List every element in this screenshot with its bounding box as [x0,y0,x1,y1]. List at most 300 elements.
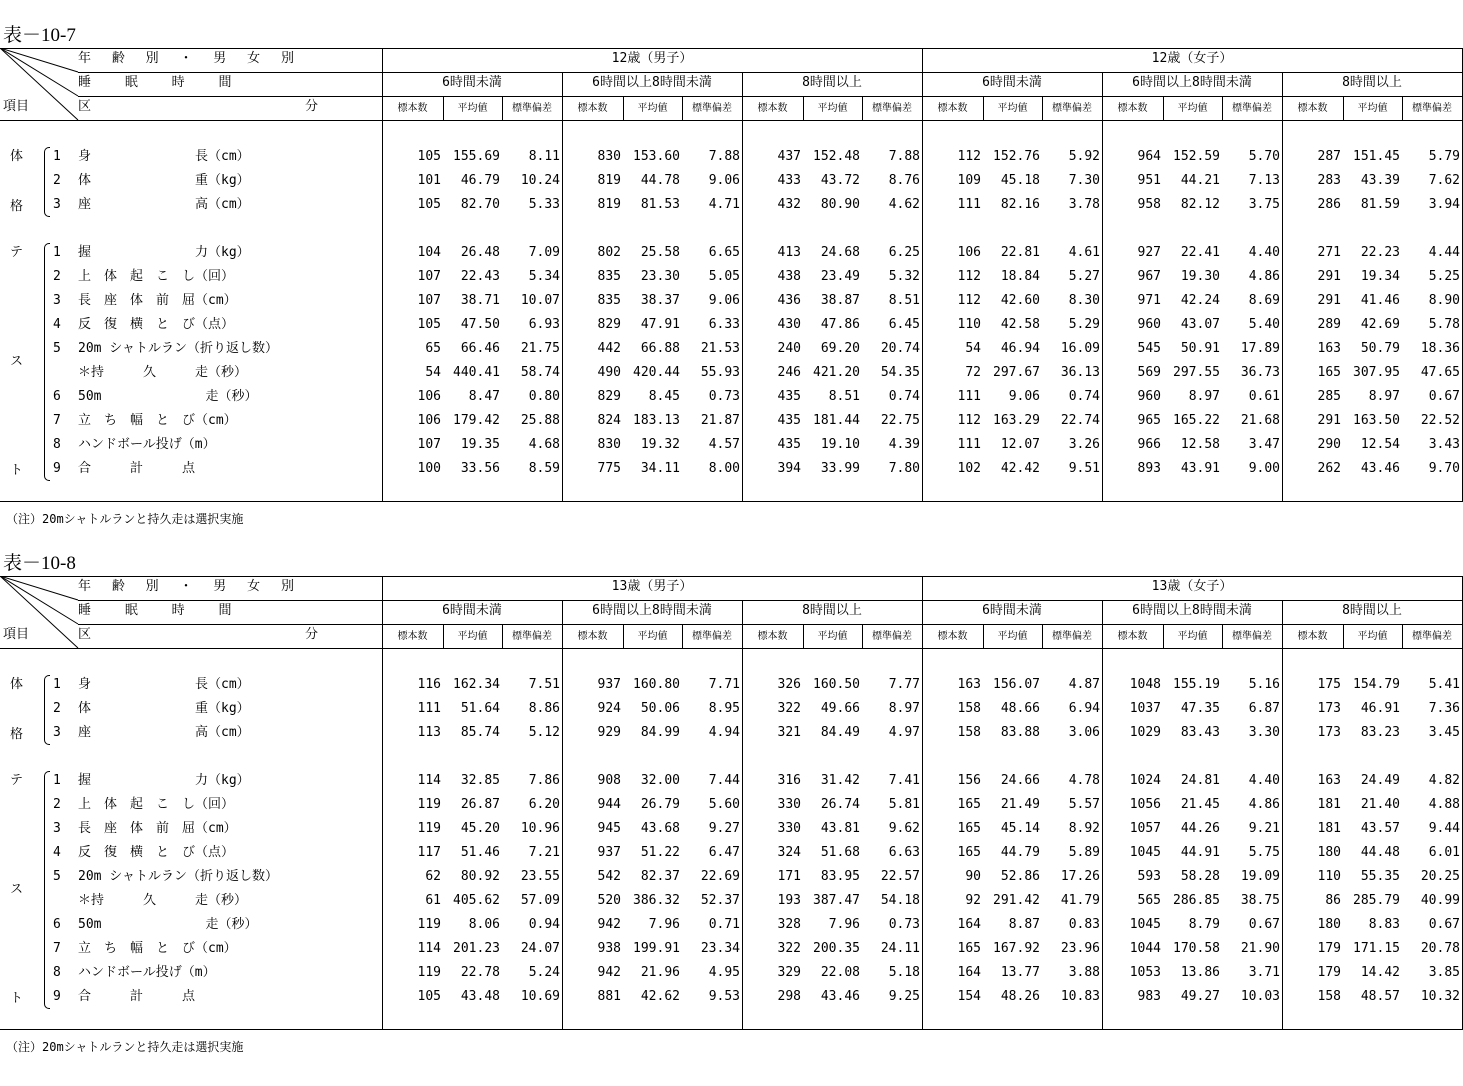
data-cell: 83.88 [1000,725,1040,740]
data-cell: 927 [1137,245,1161,260]
row-item-name: ハンドボール投げ（m） [78,437,216,452]
data-cell: 4.94 [708,725,740,740]
data-cell: 7.13 [1248,173,1280,188]
row-item-name: 体 重（kg） [78,173,250,188]
section-label: 格 [10,199,24,214]
data-cell: 14.42 [1360,965,1400,980]
row-number: 9 [53,461,61,476]
data-cell: 179 [1317,965,1341,980]
data-cell: 23.49 [820,269,860,284]
corner-diagonal-lines [0,576,80,656]
data-cell: 43.57 [1360,821,1400,836]
data-cell: 105 [417,149,441,164]
data-cell: 44.26 [1180,821,1220,836]
data-cell: 3.47 [1248,437,1280,452]
data-cell: 10.07 [520,293,560,308]
data-cell: 9.51 [1068,461,1100,476]
data-cell: 4.88 [1428,797,1460,812]
data-cell: 12.54 [1360,437,1400,452]
row-number: 8 [53,965,61,980]
data-cell: 62 [425,869,441,884]
data-cell: 19.34 [1360,269,1400,284]
data-cell: 42.58 [1000,317,1040,332]
stat-column-header: 標本数 [1117,103,1148,114]
data-cell: 17.89 [1240,341,1280,356]
data-cell: 80.90 [820,197,860,212]
row-item-name: 身 長（cm） [78,149,250,164]
header-rule [78,600,1462,601]
data-cell: 175 [1317,677,1341,692]
data-cell: 490 [597,365,621,380]
data-cell: 9.62 [888,821,920,836]
header-item-label: 項目 [3,99,30,114]
data-cell: 240 [777,341,801,356]
data-cell: 101 [417,173,441,188]
data-cell: 107 [417,437,441,452]
data-cell: 3.06 [1068,725,1100,740]
diagonal-line [0,48,78,96]
data-cell: 162.34 [453,677,500,692]
data-cell: 158 [957,701,981,716]
data-cell: 9.06 [708,293,740,308]
data-cell: 47.86 [820,317,860,332]
data-cell: 4.71 [708,197,740,212]
row-item-name: 握 力（kg） [78,245,250,260]
data-cell: 8.69 [1248,293,1280,308]
data-cell: 9.70 [1428,461,1460,476]
data-cell: 44.79 [1000,845,1040,860]
data-cell: 0.73 [888,917,920,932]
data-cell: 7.51 [528,677,560,692]
data-cell: 72 [965,365,981,380]
header-category-label: 区 [78,99,92,114]
data-cell: 8.45 [648,389,680,404]
data-cell: 6.93 [528,317,560,332]
data-cell: 286.85 [1173,893,1220,908]
data-cell: 413 [777,245,801,260]
data-cell: 394 [777,461,801,476]
data-cell: 8.97 [888,701,920,716]
row-item-name: 反 復 横 と び（点） [78,845,235,860]
data-cell: 386.32 [633,893,680,908]
data-cell: 51.64 [460,701,500,716]
row-number: 1 [53,677,61,692]
stat-column-header: 標本数 [1297,103,1328,114]
data-cell: 82.16 [1000,197,1040,212]
data-cell: 3.71 [1248,965,1280,980]
sleep-subgroup-header: 6時間未満 [442,75,502,90]
data-cell: 1029 [1129,725,1161,740]
data-cell: 0.67 [1428,917,1460,932]
data-cell: 824 [597,413,621,428]
data-cell: 22.57 [880,869,920,884]
stat-column-header: 標準偏差 [512,631,552,642]
data-cell: 165 [957,821,981,836]
data-cell: 156.07 [993,677,1040,692]
row-item-name: 反 復 横 と び（点） [78,317,235,332]
data-cell: 83.23 [1360,725,1400,740]
data-cell: 100 [417,461,441,476]
stat-column-header: 平均値 [637,103,668,114]
section-brace [44,243,50,481]
data-cell: 152.59 [1173,149,1220,164]
stat-column-header: 標準偏差 [1232,103,1272,114]
data-cell: 80.92 [460,869,500,884]
data-cell: 6.47 [708,845,740,860]
data-cell: 43.91 [1180,461,1220,476]
data-cell: 61 [425,893,441,908]
data-cell: 50.91 [1180,341,1220,356]
header-category-label-right: 分 [305,627,319,642]
data-cell: 151.45 [1353,149,1400,164]
section-label: 体 [10,677,24,692]
data-cell: 960 [1137,389,1161,404]
data-cell: 7.88 [888,149,920,164]
row-item-name: 50m 走（秒） [78,917,258,932]
data-cell: 13.86 [1180,965,1220,980]
sleep-subgroup-header: 8時間以上 [802,75,862,90]
data-cell: 430 [777,317,801,332]
data-cell: 4.39 [888,437,920,452]
sleep-subgroup-header: 8時間以上 [802,603,862,618]
data-cell: 0.74 [1068,389,1100,404]
data-cell: 7.96 [828,917,860,932]
section-label: ス [10,882,24,897]
row-number: 1 [53,245,61,260]
data-cell: 4.61 [1068,245,1100,260]
data-cell: 163.50 [1353,413,1400,428]
data-cell: 0.80 [528,389,560,404]
data-cell: 19.09 [1240,869,1280,884]
row-number: 2 [53,701,61,716]
data-cell: 6.87 [1248,701,1280,716]
data-cell: 330 [777,821,801,836]
data-cell: 33.99 [820,461,860,476]
data-cell: 432 [777,197,801,212]
row-number: 6 [53,389,61,404]
data-cell: 17.26 [1060,869,1100,884]
data-cell: 5.33 [528,197,560,212]
data-cell: 21.75 [520,341,560,356]
table-title: 表－10-8 [3,553,76,574]
data-cell: 942 [597,965,621,980]
sleep-subgroup-header: 6時間以上8時間未満 [592,75,712,90]
data-cell: 819 [597,173,621,188]
data-cell: 5.24 [528,965,560,980]
data-cell: 5.57 [1068,797,1100,812]
header-item-label: 項目 [3,627,30,642]
table-title: 表－10-7 [3,25,76,46]
stat-column-header: 標本数 [757,631,788,642]
data-cell: 22.78 [460,965,500,980]
data-cell: 54 [965,341,981,356]
data-cell: 5.70 [1248,149,1280,164]
data-cell: 9.44 [1428,821,1460,836]
data-cell: 7.36 [1428,701,1460,716]
data-cell: 22.52 [1420,413,1460,428]
data-cell: 43.39 [1360,173,1400,188]
data-cell: 9.27 [708,821,740,836]
data-cell: 0.83 [1068,917,1100,932]
header-rule [0,120,1462,121]
data-cell: 5.41 [1428,677,1460,692]
data-cell: 321 [777,725,801,740]
data-cell: 520 [597,893,621,908]
data-cell: 40.99 [1420,893,1460,908]
data-cell: 5.92 [1068,149,1100,164]
data-cell: 119 [417,797,441,812]
data-cell: 8.51 [828,389,860,404]
data-cell: 7.77 [888,677,920,692]
data-cell: 22.81 [1000,245,1040,260]
data-cell: 102 [957,461,981,476]
data-cell: 442 [597,341,621,356]
data-cell: 4.62 [888,197,920,212]
sleep-subgroup-header: 6時間以上8時間未満 [592,603,712,618]
data-cell: 967 [1137,269,1161,284]
data-cell: 6.45 [888,317,920,332]
data-cell: 36.13 [1060,365,1100,380]
data-cell: 173 [1317,725,1341,740]
data-cell: 830 [597,437,621,452]
data-cell: 4.95 [708,965,740,980]
data-cell: 9.00 [1248,461,1280,476]
data-cell: 109 [957,173,981,188]
data-cell: 819 [597,197,621,212]
table-footnote: （注）20mシャトルランと持久走は選択実施 [6,512,244,526]
data-cell: 66.46 [460,341,500,356]
row-number: 9 [53,989,61,1004]
sleep-subgroup-header: 6時間以上8時間未満 [1132,75,1252,90]
data-cell: 24.66 [1000,773,1040,788]
table-footnote: （注）20mシャトルランと持久走は選択実施 [6,1040,244,1054]
data-cell: 183.13 [633,413,680,428]
data-cell: 13.77 [1000,965,1040,980]
data-cell: 55.93 [700,365,740,380]
data-cell: 22.74 [1060,413,1100,428]
data-cell: 942 [597,917,621,932]
data-cell: 165.22 [1173,413,1220,428]
row-item-name: 20m シャトルラン（折り返し数） [78,869,279,884]
stat-column-header: 標本数 [577,103,608,114]
data-cell: 165 [957,797,981,812]
data-cell: 5.75 [1248,845,1280,860]
data-cell: 181 [1317,821,1341,836]
data-cell: 5.79 [1428,149,1460,164]
data-cell: 82.12 [1180,197,1220,212]
data-cell: 43.46 [1360,461,1400,476]
data-cell: 92 [965,893,981,908]
data-cell: 829 [597,317,621,332]
data-cell: 5.34 [528,269,560,284]
data-cell: 16.09 [1060,341,1100,356]
data-cell: 881 [597,989,621,1004]
data-cell: 10.69 [520,989,560,1004]
data-cell: 0.71 [708,917,740,932]
data-cell: 51.22 [640,845,680,860]
data-cell: 10.96 [520,821,560,836]
data-cell: 0.67 [1428,389,1460,404]
stat-column-header: 標本数 [757,103,788,114]
data-cell: 113 [417,725,441,740]
data-cell: 8.79 [1188,917,1220,932]
data-cell: 3.88 [1068,965,1100,980]
data-cell: 7.71 [708,677,740,692]
data-cell: 82.70 [460,197,500,212]
stat-column-header: 平均値 [457,103,488,114]
data-cell: 20.25 [1420,869,1460,884]
row-number: 6 [53,917,61,932]
data-cell: 5.40 [1248,317,1280,332]
row-item-name: 座 高（cm） [78,197,250,212]
data-cell: 114 [417,941,441,956]
age-sex-group-header: 13歳（女子） [1151,579,1233,594]
data-cell: 8.92 [1068,821,1100,836]
data-cell: 9.06 [1008,389,1040,404]
data-cell: 1044 [1129,941,1161,956]
data-cell: 105 [417,197,441,212]
row-item-name: 20m シャトルラン（折り返し数） [78,341,279,356]
stat-column-header: 平均値 [1357,631,1388,642]
stat-column-header: 平均値 [637,631,668,642]
section-label: 体 [10,149,24,164]
data-cell: 154 [957,989,981,1004]
data-cell: 542 [597,869,621,884]
data-cell: 18.36 [1420,341,1460,356]
data-cell: 45.20 [460,821,500,836]
data-cell: 156 [957,773,981,788]
data-cell: 924 [597,701,621,716]
data-cell: 7.30 [1068,173,1100,188]
data-cell: 105 [417,989,441,1004]
data-cell: 167.92 [993,941,1040,956]
sleep-subgroup-header: 6時間以上8時間未満 [1132,603,1252,618]
data-cell: 42.60 [1000,293,1040,308]
data-cell: 201.23 [453,941,500,956]
data-cell: 43.72 [820,173,860,188]
data-cell: 21.49 [1000,797,1040,812]
data-cell: 951 [1137,173,1161,188]
data-cell: 84.99 [640,725,680,740]
header-sleep-label: 睡 眠 時 間 [78,75,232,90]
data-cell: 929 [597,725,621,740]
data-cell: 7.96 [648,917,680,932]
stat-column-header: 標準偏差 [692,631,732,642]
data-cell: 4.86 [1248,269,1280,284]
table-block [0,553,1463,1086]
data-cell: 4.68 [528,437,560,452]
data-cell: 966 [1137,437,1161,452]
data-cell: 38.87 [820,293,860,308]
data-cell: 9.06 [708,173,740,188]
data-cell: 20.74 [880,341,920,356]
data-cell: 440.41 [453,365,500,380]
data-cell: 58.74 [520,365,560,380]
row-item-name: 長 座 体 前 屈（cm） [78,293,237,308]
data-cell: 944 [597,797,621,812]
data-cell: 7.21 [528,845,560,860]
data-cell: 3.26 [1068,437,1100,452]
data-cell: 84.49 [820,725,860,740]
data-cell: 1057 [1129,821,1161,836]
data-cell: 4.78 [1068,773,1100,788]
row-number: 2 [53,797,61,812]
data-cell: 107 [417,269,441,284]
data-cell: 163 [957,677,981,692]
data-cell: 43.07 [1180,317,1220,332]
data-cell: 3.94 [1428,197,1460,212]
data-cell: 179.42 [453,413,500,428]
row-item-name: 50m 走（秒） [78,389,258,404]
data-cell: 24.68 [820,245,860,260]
data-cell: 5.78 [1428,317,1460,332]
data-cell: 26.87 [460,797,500,812]
data-cell: 171 [777,869,801,884]
data-cell: 6.65 [708,245,740,260]
data-cell: 42.42 [1000,461,1040,476]
data-cell: 58.28 [1180,869,1220,884]
data-cell: 51.46 [460,845,500,860]
data-cell: 19.32 [640,437,680,452]
data-cell: 4.86 [1248,797,1280,812]
data-cell: 435 [777,413,801,428]
data-cell: 8.59 [528,461,560,476]
row-number: 3 [53,197,61,212]
stat-column-header: 平均値 [1357,103,1388,114]
data-cell: 153.60 [633,149,680,164]
data-cell: 165 [1317,365,1341,380]
sleep-subgroup-header: 8時間以上 [1342,603,1402,618]
data-cell: 421.20 [813,365,860,380]
data-cell: 436 [777,293,801,308]
data-cell: 4.87 [1068,677,1100,692]
data-cell: 8.97 [1368,389,1400,404]
data-cell: 24.11 [880,941,920,956]
data-cell: 81.59 [1360,197,1400,212]
section-label: 格 [10,727,24,742]
data-cell: 49.66 [820,701,860,716]
data-cell: 47.50 [460,317,500,332]
data-cell: 3.43 [1428,437,1460,452]
data-cell: 163 [1317,773,1341,788]
row-number: 3 [53,821,61,836]
data-cell: 1053 [1129,965,1161,980]
data-cell: 104 [417,245,441,260]
data-cell: 965 [1137,413,1161,428]
data-cell: 435 [777,389,801,404]
data-cell: 116 [417,677,441,692]
row-item-name: 身 長（cm） [78,677,250,692]
data-cell: 7.62 [1428,173,1460,188]
data-cell: 34.11 [640,461,680,476]
sleep-subgroup-header: 6時間未満 [982,75,1042,90]
data-cell: 1045 [1129,845,1161,860]
data-cell: 3.85 [1428,965,1460,980]
data-cell: 119 [417,821,441,836]
data-cell: 12.07 [1000,437,1040,452]
data-cell: 44.48 [1360,845,1400,860]
data-cell: 164 [957,917,981,932]
data-cell: 0.67 [1248,917,1280,932]
data-cell: 307.95 [1353,365,1400,380]
data-cell: 938 [597,941,621,956]
data-cell: 983 [1137,989,1161,1004]
data-cell: 5.16 [1248,677,1280,692]
data-cell: 106 [417,413,441,428]
data-cell: 5.32 [888,269,920,284]
data-cell: 420.44 [633,365,680,380]
data-cell: 330 [777,797,801,812]
